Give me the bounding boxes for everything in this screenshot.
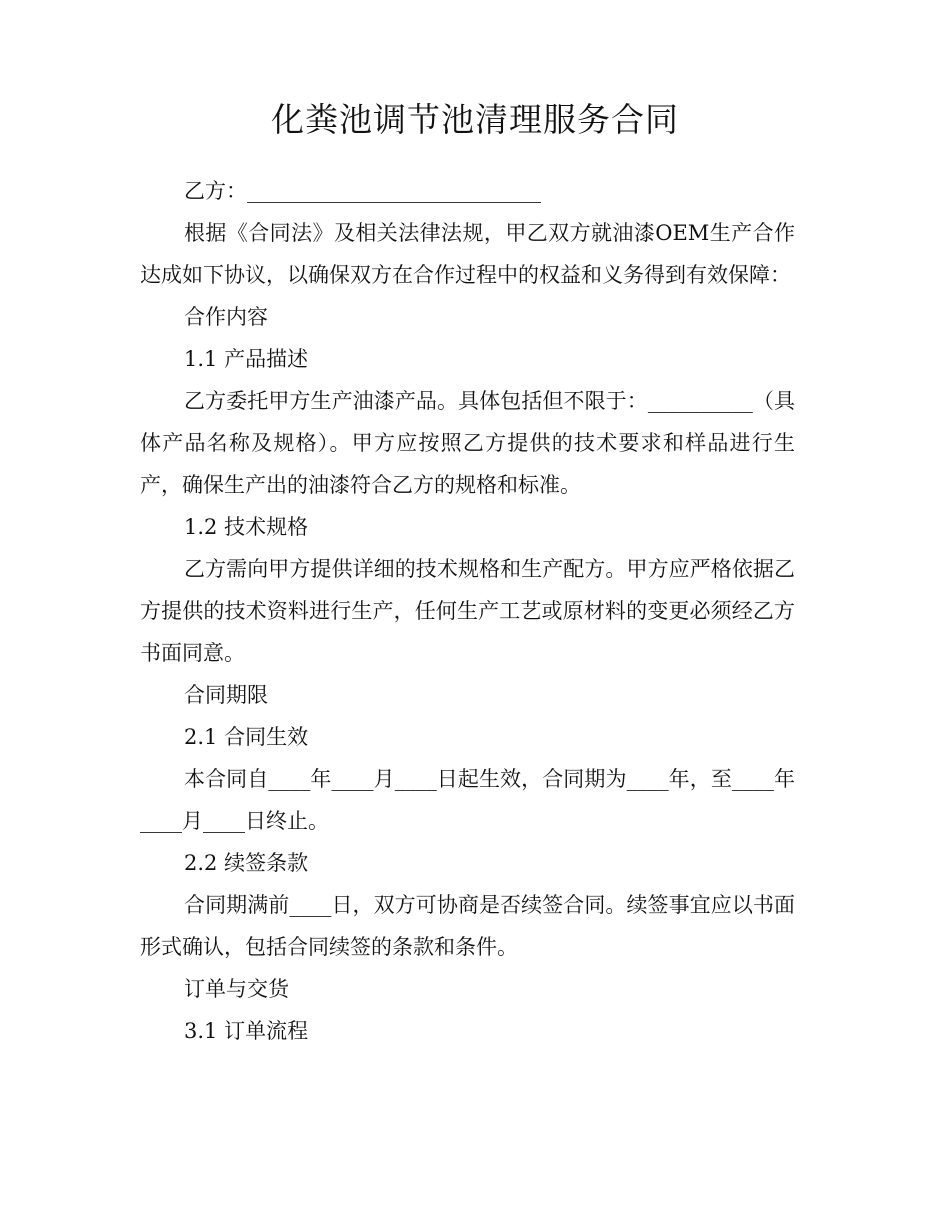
section-heading-cooperation: 合作内容 xyxy=(184,305,268,329)
section-heading-orders: 订单与交货 xyxy=(184,977,289,1001)
section-heading-term: 合同期限 xyxy=(184,683,268,707)
clause-heading-2-2: 2.2 续签条款 xyxy=(184,851,309,875)
document-body xyxy=(140,170,795,1052)
preamble-paragraph: 根据《合同法》及相关法律法规，甲乙双方就油漆OEM生产合作达成如下协议，以确保双方在合作过程中的权益和义务得到有效保障： xyxy=(140,221,795,287)
clause-heading-1-1: 1.1 产品描述 xyxy=(184,347,309,371)
clause-heading-3-1: 3.1 订单流程 xyxy=(184,1019,309,1043)
clause-heading-1-2: 1.2 技术规格 xyxy=(184,515,309,539)
clause-heading-2-1: 2.1 合同生效 xyxy=(184,725,309,749)
clause-text-1-2: 乙方需向甲方提供详细的技术规格和生产配方。甲方应严格依据乙方提供的技术资料进行生产，任何生产工艺或原材料的变更必须经乙方书面同意。 xyxy=(140,557,795,665)
clause-text-1-1: 乙方委托甲方生产油漆产品。具体包括但不限于：__________（具体产品名称及规格）。甲方应按照乙方提供的技术要求和样品进行生产，确保生产出的油漆符合乙方的规格和标准。 xyxy=(140,389,795,497)
clause-text-2-1: 本合同自____年____月____日起生效，合同期为____年，至____年____月____日终止。 xyxy=(140,767,795,833)
clause-text-2-2: 合同期满前____日，双方可协商是否续签合同。续签事宜应以书面形式确认，包括合同续签的条款和条件。 xyxy=(140,893,795,959)
party-b-line: 乙方：____________________________ xyxy=(184,179,541,203)
document-title: 化粪池调节池清理服务合同 xyxy=(271,100,679,139)
